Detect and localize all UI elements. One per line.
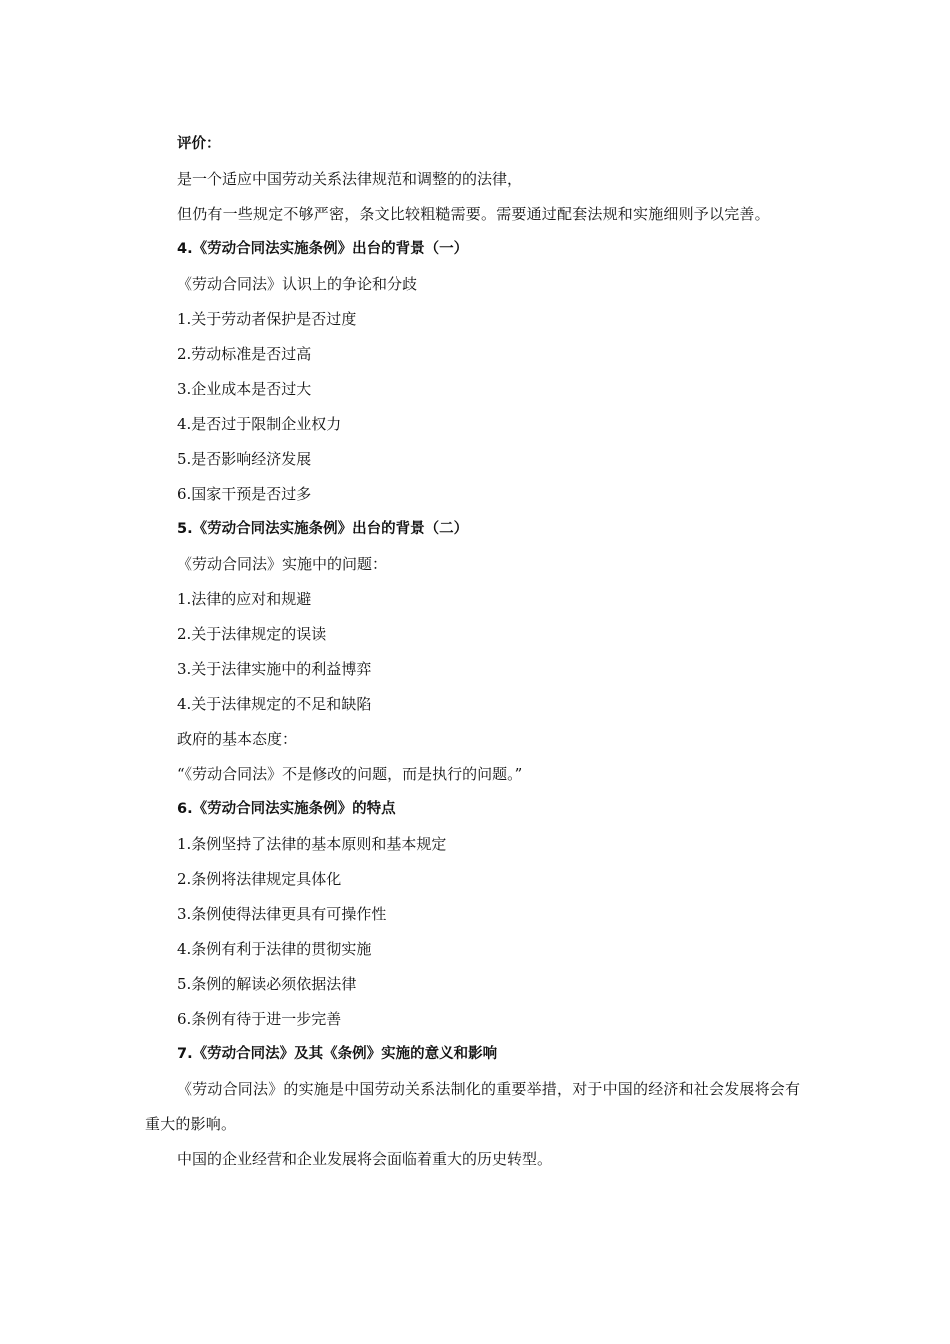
section-7-heading: 7.《劳动合同法》及其《条例》实施的意义和影响 xyxy=(177,1046,498,1062)
section-7-paragraph-2: 中国的企业经营和企业发展将会面临着重大的历史转型。 xyxy=(177,1150,553,1168)
evaluation-heading: 评价： xyxy=(177,136,221,152)
section-6-item: 6.条例有待于进一步完善 xyxy=(177,1010,342,1028)
government-attitude-quote: “《劳动合同法》不是修改的问题，而是执行的问题。” xyxy=(177,765,523,783)
document-body xyxy=(145,127,813,1177)
section-5-heading: 5.《劳动合同法实施条例》出台的背景（二） xyxy=(177,521,469,537)
section-6-heading: 6.《劳动合同法实施条例》的特点 xyxy=(177,801,396,817)
section-4-item: 2.劳动标准是否过高 xyxy=(177,345,312,363)
section-6-item: 2.条例将法律规定具体化 xyxy=(177,870,342,888)
evaluation-paragraph-2: 但仍有一些规定不够严密，条文比较粗糙需要。需要通过配套法规和实施细则予以完善。 xyxy=(177,205,770,223)
section-7-paragraph-1: 《劳动合同法》的实施是中国劳动关系法制化的重要举措，对于中国的经济和社会发展将会有重大的影响。 xyxy=(145,1080,801,1133)
section-4-heading: 4.《劳动合同法实施条例》出台的背景（一） xyxy=(177,241,469,257)
section-4-item: 4.是否过于限制企业权力 xyxy=(177,415,342,433)
section-4-item: 1.关于劳动者保护是否过度 xyxy=(177,310,357,328)
section-6-item: 1.条例坚持了法律的基本原则和基本规定 xyxy=(177,835,447,853)
section-4-item: 5.是否影响经济发展 xyxy=(177,450,312,468)
evaluation-paragraph-1: 是一个适应中国劳动关系法律规范和调整的的法律， xyxy=(177,170,523,188)
section-4-item: 3.企业成本是否过大 xyxy=(177,380,312,398)
section-4-item: 6.国家干预是否过多 xyxy=(177,485,312,503)
section-5-item: 1.法律的应对和规避 xyxy=(177,590,312,608)
section-6-item: 4.条例有利于法律的贯彻实施 xyxy=(177,940,372,958)
section-6-item: 5.条例的解读必须依据法律 xyxy=(177,975,357,993)
section-6-item: 3.条例使得法律更具有可操作性 xyxy=(177,905,387,923)
section-5-item: 2.关于法律规定的误读 xyxy=(177,625,327,643)
government-attitude-label: 政府的基本态度： xyxy=(177,730,298,748)
section-5-item: 3.关于法律实施中的利益博弈 xyxy=(177,660,372,678)
section-5-item: 4.关于法律规定的不足和缺陷 xyxy=(177,695,372,713)
section-5-intro: 《劳动合同法》实施中的问题： xyxy=(177,555,388,573)
section-4-intro: 《劳动合同法》认识上的争论和分歧 xyxy=(177,275,418,293)
